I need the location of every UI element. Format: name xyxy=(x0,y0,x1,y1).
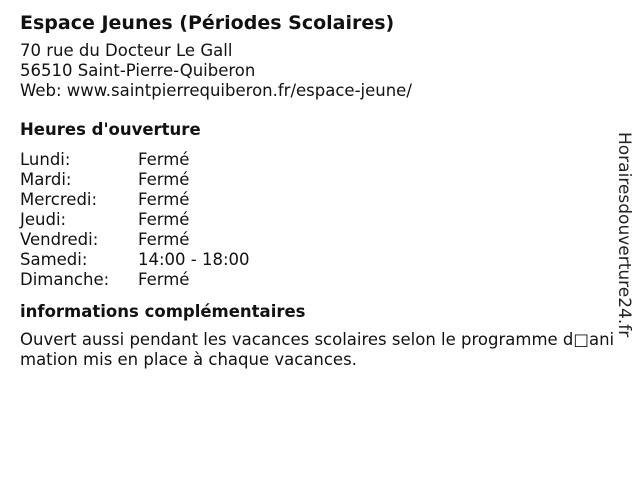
day-label: Lundi: xyxy=(20,150,71,169)
address-street: 70 rue du Docteur Le Gall xyxy=(20,41,233,60)
day-label: Samedi: xyxy=(20,250,88,269)
day-hours: Fermé xyxy=(138,170,190,189)
day-hours: Fermé xyxy=(138,210,190,229)
day-label: Jeudi: xyxy=(20,210,67,229)
website-line xyxy=(20,81,620,101)
address-city: 56510 Saint-Pierre-Quiberon xyxy=(20,61,256,80)
address-block xyxy=(20,41,620,101)
day-hours: Fermé xyxy=(138,270,190,289)
day-hours: 14:00 - 18:00 xyxy=(138,250,250,269)
site-watermark: Horairesdouverture24.fr xyxy=(614,132,634,338)
hours-row-lundi xyxy=(20,150,250,170)
info-text: Ouvert aussi pendant les vacances scolaires selon le programme d□animation mis en place à chaque vacances. xyxy=(20,330,615,369)
day-hours: Fermé xyxy=(138,230,190,249)
website-label: Web: xyxy=(20,81,62,100)
hours-row-samedi xyxy=(20,250,250,270)
day-label: Mercredi: xyxy=(20,190,98,209)
hours-table xyxy=(20,150,250,290)
day-hours: Fermé xyxy=(138,190,190,209)
website-link[interactable]: www.saintpierrequiberon.fr/espace-jeune/ xyxy=(66,81,412,100)
hours-row-dimanche xyxy=(20,270,250,290)
hours-row-mardi xyxy=(20,170,250,190)
day-hours: Fermé xyxy=(138,150,190,169)
hours-heading: Heures d'ouverture xyxy=(20,120,201,139)
hours-row-mercredi xyxy=(20,190,250,210)
hours-row-vendredi xyxy=(20,230,250,250)
day-label: Vendredi: xyxy=(20,230,99,249)
page-title: Espace Jeunes (Périodes Scolaires) xyxy=(20,12,395,34)
place-card xyxy=(20,10,620,370)
day-label: Mardi: xyxy=(20,170,72,189)
info-heading: informations complémentaires xyxy=(20,302,306,321)
day-label: Dimanche: xyxy=(20,270,110,289)
hours-row-jeudi xyxy=(20,210,250,230)
